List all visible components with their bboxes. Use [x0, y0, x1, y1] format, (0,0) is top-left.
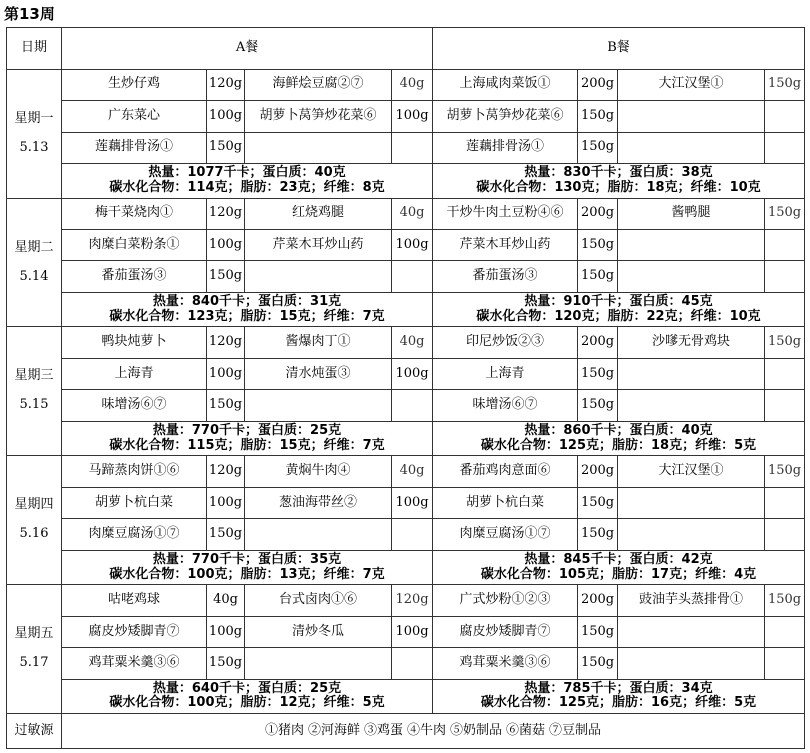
empty-cell [392, 390, 433, 421]
empty-cell [618, 101, 765, 132]
empty-cell [245, 648, 392, 679]
a-soup: 莲藕排骨汤① [62, 132, 207, 163]
a-veg-dish-2: 清水炖蛋③ [245, 358, 392, 389]
a-nutrition-carb-fat-fiber: 碳水化合物：123克；脂肪：15克；纤维：7克 [109, 308, 385, 324]
a-main-dish-1: 马蹄蒸肉饼①⑥ [62, 456, 207, 487]
b-veg-dish: 上海青 [433, 358, 578, 389]
day-veg-row [7, 358, 805, 389]
a-main-dish-2: 海鲜烩豆腐②⑦ [245, 69, 392, 100]
empty-cell [618, 132, 765, 163]
day-cell [7, 327, 62, 456]
a-nutrition-summary [62, 550, 433, 585]
day-main-row [7, 456, 805, 487]
header-row [7, 28, 805, 70]
a-main-dish-1: 鸭块炖萝卜 [62, 327, 207, 358]
empty-cell [618, 519, 765, 550]
empty-cell [765, 616, 805, 647]
allergen-item: ⑤奶制品 [450, 722, 503, 738]
b-main-dish-1-weight: 200g [578, 198, 618, 229]
day-main-row [7, 198, 805, 229]
a-main-dish-2: 台式卤肉①⑥ [245, 585, 392, 616]
b-main-dish-1: 番茄鸡肉意面⑥ [433, 456, 578, 487]
a-nutrition-energy-protein: 热量：640千卡；蛋白质：25克 [152, 680, 342, 696]
b-soup-weight: 150g [578, 261, 618, 292]
b-nutrition-summary [433, 164, 805, 199]
allergen-item: ②河海鲜 [307, 722, 360, 738]
a-veg-dish-1: 肉糜白菜粉条① [62, 230, 207, 261]
day-date: 5.14 [19, 268, 49, 284]
day-cell [7, 585, 62, 714]
empty-cell [245, 390, 392, 421]
a-main-dish-1: 生炒仔鸡 [62, 69, 207, 100]
b-soup: 味增汤⑥⑦ [433, 390, 578, 421]
a-veg-dish-2-weight: 100g [392, 358, 433, 389]
b-veg-dish-weight: 150g [578, 487, 618, 518]
a-soup-weight: 150g [207, 519, 245, 550]
a-veg-dish-2-weight: 100g [392, 487, 433, 518]
b-main-dish-1: 印尼炒饭②③ [433, 327, 578, 358]
b-nutrition-carb-fat-fiber: 碳水化合物：125克；脂肪：18克；纤维：5克 [480, 437, 757, 453]
a-main-dish-1: 咕咾鸡球 [62, 585, 207, 616]
empty-cell [618, 358, 765, 389]
a-main-dish-1-weight: 120g [207, 69, 245, 100]
day-veg-row [7, 230, 805, 261]
b-main-dish-1: 干炒牛肉土豆粉④⑥ [433, 198, 578, 229]
empty-cell [765, 390, 805, 421]
empty-cell [765, 230, 805, 261]
day-veg-row [7, 616, 805, 647]
b-nutrition-energy-protein: 热量：860千卡；蛋白质：40克 [524, 422, 713, 438]
day-main-row [7, 327, 805, 358]
b-nutrition-summary [433, 679, 805, 714]
allergen-item: ③鸡蛋 [363, 722, 403, 738]
a-soup-weight: 150g [207, 261, 245, 292]
empty-cell [392, 519, 433, 550]
header-date: 日期 [7, 28, 62, 70]
empty-cell [618, 648, 765, 679]
a-veg-dish-2: 胡萝卜莴笋炒花菜⑥ [245, 101, 392, 132]
header-b-meal: B餐 [433, 28, 805, 70]
empty-cell [618, 261, 765, 292]
b-veg-dish-weight: 150g [578, 616, 618, 647]
b-main-dish-2: 豉油芋头蒸排骨① [618, 585, 765, 616]
empty-cell [392, 261, 433, 292]
a-main-dish-2-weight: 40g [392, 456, 433, 487]
allergen-item: ①猪肉 [264, 722, 304, 738]
empty-cell [765, 358, 805, 389]
a-veg-dish-2: 芹菜木耳炒山药 [245, 230, 392, 261]
a-nutrition-summary [62, 292, 433, 327]
b-nutrition-carb-fat-fiber: 碳水化合物：125克；脂肪：16克；纤维：5克 [480, 695, 757, 711]
allergen-item: ⑦豆制品 [549, 722, 602, 738]
b-main-dish-1-weight: 200g [578, 456, 618, 487]
day-cell [7, 69, 62, 198]
b-soup-weight: 150g [578, 648, 618, 679]
empty-cell [245, 261, 392, 292]
b-nutrition-carb-fat-fiber: 碳水化合物：120克；脂肪：22克；纤维：10克 [476, 308, 761, 324]
b-main-dish-1: 广式炒粉①②③ [433, 585, 578, 616]
day-name: 星期三 [14, 368, 54, 384]
day-name: 星期二 [14, 239, 54, 255]
empty-cell [765, 519, 805, 550]
a-veg-dish-2-weight: 100g [392, 616, 433, 647]
day-soup-row [7, 648, 805, 679]
b-soup-weight: 150g [578, 390, 618, 421]
a-veg-dish-1-weight: 100g [207, 101, 245, 132]
a-soup: 肉糜豆腐汤①⑦ [62, 519, 207, 550]
b-main-dish-1-weight: 200g [578, 585, 618, 616]
b-veg-dish-weight: 150g [578, 358, 618, 389]
a-veg-dish-1: 广东菜心 [62, 101, 207, 132]
allergy-legend [62, 714, 805, 749]
a-main-dish-2-weight: 120g [392, 585, 433, 616]
weekly-menu-table [6, 27, 805, 749]
empty-cell [765, 261, 805, 292]
week-title: 第13周 [4, 5, 55, 23]
b-soup: 莲藕排骨汤① [433, 132, 578, 163]
a-main-dish-2-weight: 40g [392, 69, 433, 100]
header-a-meal: A餐 [62, 28, 433, 70]
a-nutrition-summary [62, 164, 433, 199]
a-nutrition-summary [62, 421, 433, 456]
b-main-dish-2: 酱鸭腿 [618, 198, 765, 229]
a-main-dish-1-weight: 40g [207, 585, 245, 616]
a-soup: 味增汤⑥⑦ [62, 390, 207, 421]
b-veg-dish: 腐皮炒矮脚青⑦ [433, 616, 578, 647]
a-soup-weight: 150g [207, 132, 245, 163]
b-veg-dish: 胡萝卜莴笋炒花菜⑥ [433, 101, 578, 132]
day-name: 星期一 [14, 110, 54, 126]
b-veg-dish: 胡萝卜杭白菜 [433, 487, 578, 518]
a-soup-weight: 150g [207, 390, 245, 421]
b-veg-dish-weight: 150g [578, 101, 618, 132]
empty-cell [618, 390, 765, 421]
b-main-dish-1: 上海咸肉菜饭① [433, 69, 578, 100]
empty-cell [765, 101, 805, 132]
a-veg-dish-2: 清炒冬瓜 [245, 616, 392, 647]
a-nutrition-carb-fat-fiber: 碳水化合物：100克；脂肪：12克；纤维：5克 [109, 695, 385, 711]
b-nutrition-energy-protein: 热量：845千卡；蛋白质：42克 [524, 551, 713, 567]
allergy-label: 过敏源 [7, 714, 62, 749]
a-main-dish-2: 酱爆肉丁① [245, 327, 392, 358]
day-veg-row [7, 487, 805, 518]
a-nutrition-energy-protein: 热量：770千卡；蛋白质：25克 [152, 422, 342, 438]
a-veg-dish-1-weight: 100g [207, 616, 245, 647]
b-nutrition-energy-protein: 热量：830千卡；蛋白质：38克 [524, 164, 713, 180]
day-name: 星期四 [14, 497, 54, 513]
day-cell [7, 198, 62, 327]
b-main-dish-2-weight: 150g [765, 327, 805, 358]
a-nutrition-summary [62, 679, 433, 714]
day-date: 5.13 [19, 139, 49, 155]
a-veg-dish-2-weight: 100g [392, 230, 433, 261]
empty-cell [618, 616, 765, 647]
a-nutrition-carb-fat-fiber: 碳水化合物：100克；脂肪：13克；纤维：7克 [109, 566, 385, 582]
empty-cell [765, 487, 805, 518]
a-nutrition-energy-protein: 热量：770千卡；蛋白质：35克 [152, 551, 342, 567]
b-main-dish-2-weight: 150g [765, 585, 805, 616]
a-main-dish-2-weight: 40g [392, 198, 433, 229]
a-veg-dish-1: 上海青 [62, 358, 207, 389]
b-main-dish-2-weight: 150g [765, 456, 805, 487]
a-main-dish-1-weight: 120g [207, 198, 245, 229]
a-soup-weight: 150g [207, 648, 245, 679]
b-nutrition-energy-protein: 热量：910千卡；蛋白质：45克 [524, 293, 713, 309]
a-veg-dish-1-weight: 100g [207, 230, 245, 261]
a-veg-dish-1: 腐皮炒矮脚青⑦ [62, 616, 207, 647]
day-soup-row [7, 132, 805, 163]
b-nutrition-summary [433, 550, 805, 585]
a-nutrition-energy-protein: 热量：1077千卡；蛋白质：40克 [148, 164, 346, 180]
day-date: 5.15 [19, 397, 49, 413]
b-veg-dish: 芹菜木耳炒山药 [433, 230, 578, 261]
a-nutrition-energy-protein: 热量：840千卡；蛋白质：31克 [152, 293, 342, 309]
empty-cell [245, 132, 392, 163]
a-main-dish-2: 黄焖牛肉④ [245, 456, 392, 487]
b-soup: 鸡茸粟米羹③⑥ [433, 648, 578, 679]
b-nutrition-energy-protein: 热量：785千卡；蛋白质：34克 [524, 680, 713, 696]
day-main-row [7, 585, 805, 616]
a-main-dish-1: 梅干菜烧肉① [62, 198, 207, 229]
day-main-row [7, 69, 805, 100]
day-cell [7, 456, 62, 585]
day-date: 5.17 [19, 655, 49, 671]
day-nutrition-row [7, 421, 805, 456]
allergen-item: ④牛肉 [407, 722, 447, 738]
day-soup-row [7, 261, 805, 292]
b-nutrition-summary [433, 421, 805, 456]
a-veg-dish-2: 葱油海带丝② [245, 487, 392, 518]
b-nutrition-summary [433, 292, 805, 327]
b-main-dish-2: 沙嗲无骨鸡块 [618, 327, 765, 358]
b-soup-weight: 150g [578, 519, 618, 550]
day-veg-row [7, 101, 805, 132]
b-main-dish-2-weight: 150g [765, 198, 805, 229]
empty-cell [765, 132, 805, 163]
b-main-dish-2: 大江汉堡① [618, 456, 765, 487]
b-nutrition-carb-fat-fiber: 碳水化合物：130克；脂肪：18克；纤维：10克 [476, 179, 761, 195]
b-main-dish-2-weight: 150g [765, 69, 805, 100]
b-soup-weight: 150g [578, 132, 618, 163]
empty-cell [765, 648, 805, 679]
a-veg-dish-1-weight: 100g [207, 358, 245, 389]
a-main-dish-2: 红烧鸡腿 [245, 198, 392, 229]
b-main-dish-1-weight: 200g [578, 69, 618, 100]
b-soup: 番茄蛋汤③ [433, 261, 578, 292]
day-nutrition-row [7, 164, 805, 199]
b-nutrition-carb-fat-fiber: 碳水化合物：105克；脂肪：17克；纤维：4克 [480, 566, 757, 582]
empty-cell [392, 648, 433, 679]
allergen-item: ⑥菌菇 [506, 722, 546, 738]
b-soup: 肉糜豆腐汤①⑦ [433, 519, 578, 550]
empty-cell [618, 230, 765, 261]
day-nutrition-row [7, 550, 805, 585]
a-main-dish-1-weight: 120g [207, 327, 245, 358]
a-soup: 番茄蛋汤③ [62, 261, 207, 292]
day-name: 星期五 [14, 626, 54, 642]
allergy-row [7, 714, 805, 749]
a-soup: 鸡茸粟米羹③⑥ [62, 648, 207, 679]
b-main-dish-2: 大江汉堡① [618, 69, 765, 100]
a-nutrition-carb-fat-fiber: 碳水化合物：114克；脂肪：23克；纤维：8克 [109, 179, 385, 195]
day-soup-row [7, 390, 805, 421]
b-main-dish-1-weight: 200g [578, 327, 618, 358]
day-nutrition-row [7, 292, 805, 327]
a-veg-dish-2-weight: 100g [392, 101, 433, 132]
a-nutrition-carb-fat-fiber: 碳水化合物：115克；脂肪：15克；纤维：7克 [109, 437, 385, 453]
b-veg-dish-weight: 150g [578, 230, 618, 261]
a-veg-dish-1-weight: 100g [207, 487, 245, 518]
a-veg-dish-1: 胡萝卜杭白菜 [62, 487, 207, 518]
empty-cell [618, 487, 765, 518]
day-nutrition-row [7, 679, 805, 714]
a-main-dish-2-weight: 40g [392, 327, 433, 358]
day-soup-row [7, 519, 805, 550]
a-main-dish-1-weight: 120g [207, 456, 245, 487]
day-date: 5.16 [19, 526, 49, 542]
empty-cell [245, 519, 392, 550]
empty-cell [392, 132, 433, 163]
